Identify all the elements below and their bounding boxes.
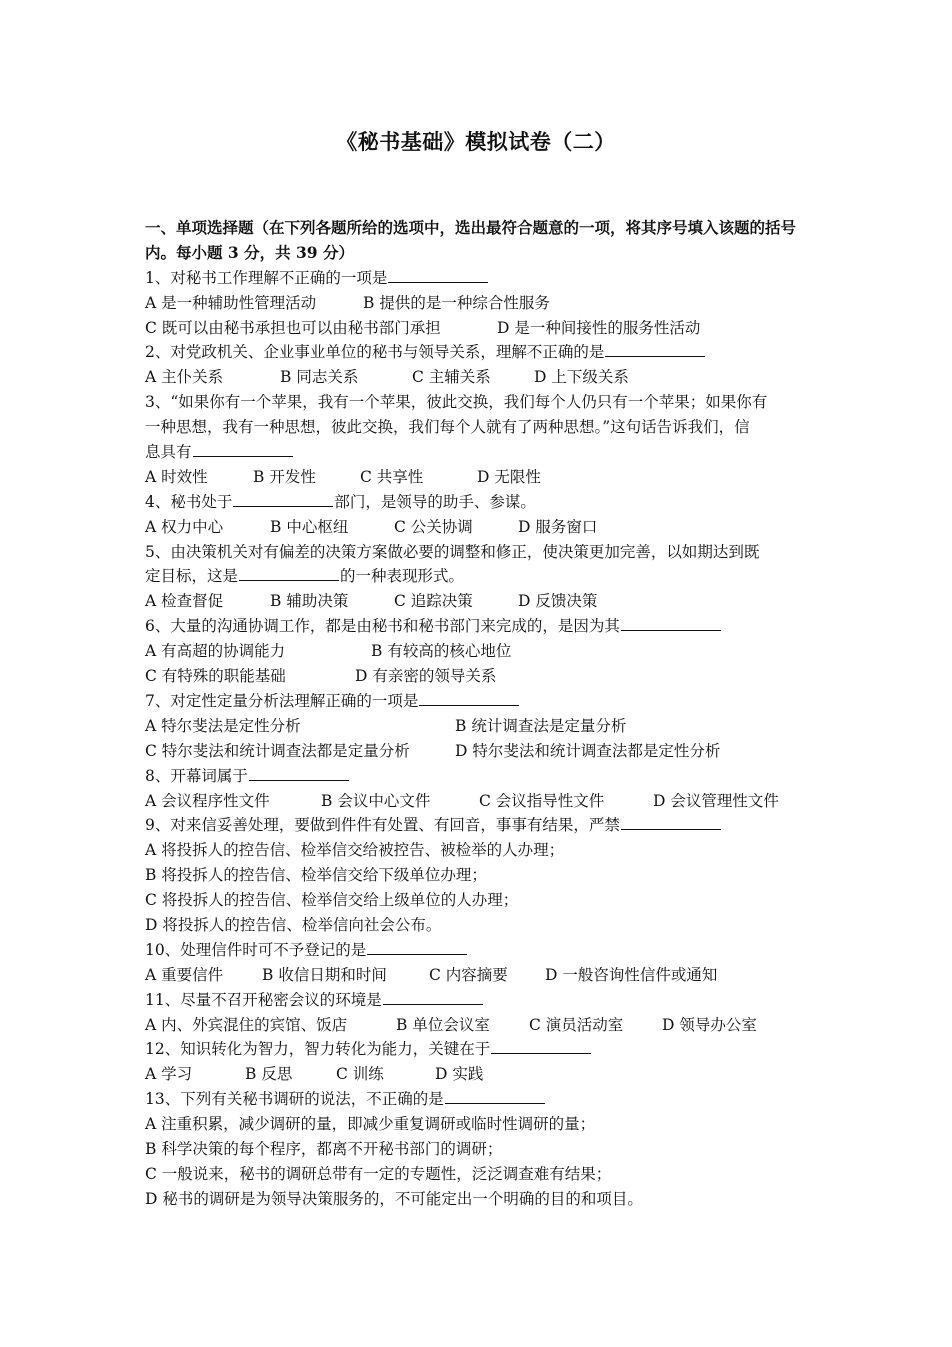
question-stem-tail: 部门，是领导的助手、参谋。: [334, 492, 536, 511]
question-12: [145, 1037, 817, 1062]
option-d: D 特尔斐法和统计调查法都是定性分析: [455, 741, 721, 760]
question-3-line2: 一种思想，我有一种思想，彼此交换，我们每个人就有了两种思想。”这句话告诉我们，信: [145, 418, 750, 437]
answer-blank: [383, 990, 483, 1005]
answer-blank: [445, 1089, 545, 1104]
question-10-options: [145, 963, 817, 988]
option-a: A 检查督促: [145, 592, 224, 611]
question-11: [145, 988, 817, 1013]
exam-content: [145, 216, 817, 1212]
option-b: B 反思: [245, 1065, 293, 1084]
question-3-options: [145, 465, 817, 490]
option-a: A 有高超的协调能力: [145, 642, 286, 661]
option-a: A 会议程序性文件: [145, 791, 270, 810]
question-13-option-b: B 科学决策的每个程序，都离不开秘书部门的调研；: [145, 1139, 503, 1158]
option-a: A 学习: [145, 1065, 193, 1084]
option-c: C 共享性: [360, 467, 424, 486]
answer-blank: [249, 766, 349, 781]
exam-title: 《秘书基础》模拟试卷（二）: [336, 129, 616, 154]
option-b: B 提供的是一种综合性服务: [363, 293, 550, 312]
option-c: C 有特殊的职能基础: [145, 667, 286, 686]
option-d: D 有亲密的领导关系: [355, 667, 497, 686]
option-a: A 内、外宾混住的宾馆、饭店: [145, 1015, 348, 1034]
question-7-options-row1: [145, 714, 817, 739]
question-6-options-row1: [145, 639, 817, 664]
option-b: B 有较高的核心地位: [371, 642, 512, 661]
answer-blank: [233, 492, 333, 507]
question-3-line3: [145, 440, 817, 465]
question-3-line1: 3、“如果你有一个苹果，我有一个苹果，彼此交换，我们每个人仍只有一个苹果；如果你有: [145, 393, 768, 412]
option-d: D 上下级关系: [534, 368, 629, 387]
option-c: C 公关协调: [394, 517, 473, 536]
option-d: D 实践: [435, 1065, 484, 1084]
option-c: C 演员活动室: [529, 1015, 624, 1034]
question-13: [145, 1087, 817, 1112]
question-13-option-c: C 一般说来，秘书的调研总带有一定的专题性，泛泛调查难有结果；: [145, 1164, 612, 1183]
question-11-options: [145, 1013, 817, 1038]
answer-blank: [621, 616, 721, 631]
option-a: A 是一种辅助性管理活动: [145, 293, 317, 312]
question-9-option-c: C 将投拆人的控告信、检举信交给上级单位的人办理；: [145, 891, 519, 910]
question-12-options: [145, 1062, 817, 1087]
section-heading: 一、单项选择题（在下列各题所给的选项中，选出最符合题意的一项，将其序号填入该题的括号内。每小题 3 分，共 39 分）: [145, 218, 797, 262]
option-c: C 追踪决策: [394, 592, 473, 611]
option-d: D 服务窗口: [518, 517, 598, 536]
option-c: C 训练: [336, 1065, 384, 1084]
option-b: B 辅助决策: [270, 592, 349, 611]
question-stem: 9、对来信妥善处理，要做到件件有处置、有回音，事事有结果，严禁: [145, 816, 620, 835]
question-5-options: [145, 589, 817, 614]
option-d: D 是一种间接性的服务性活动: [497, 318, 701, 337]
question-9: [145, 813, 817, 838]
option-d: D 领导办公室: [662, 1015, 757, 1034]
question-stem: 6、大量的沟通协调工作，都是由秘书和秘书部门来完成的，是因为其: [145, 617, 620, 636]
question-8-options: [145, 789, 817, 814]
question-9-option-d: D 将投拆人的控告信、检举信向社会公布。: [145, 915, 442, 934]
option-a: A 特尔斐法是定性分析: [145, 716, 301, 735]
option-a: A 重要信件: [145, 965, 224, 984]
question-stem-tail: 的一种表现形式。: [340, 567, 465, 586]
question-4: [145, 490, 817, 515]
option-c: C 主辅关系: [412, 368, 491, 387]
answer-blank: [367, 940, 467, 955]
option-d: D 会议管理性文件: [653, 791, 779, 810]
option-b: B 同志关系: [280, 368, 359, 387]
option-c: C 内容摘要: [429, 965, 508, 984]
question-8: [145, 764, 817, 789]
answer-blank: [193, 442, 293, 457]
option-b: B 收信日期和时间: [262, 965, 387, 984]
question-13-option-d: D 秘书的调研是为领导决策服务的，不可能定出一个明确的目的和项目。: [145, 1189, 643, 1208]
question-10: [145, 938, 817, 963]
question-stem: 10、处理信件时可不予登记的是: [145, 940, 367, 959]
option-c: C 特尔斐法和统计调查法都是定量分析: [145, 741, 410, 760]
option-d: D 无限性: [477, 467, 541, 486]
question-stem: 8、开幕词属于: [145, 766, 248, 785]
option-b: B 开发性: [253, 467, 316, 486]
answer-blank: [239, 566, 339, 581]
option-d: D 一般咨询性信件或通知: [545, 965, 718, 984]
question-stem: 4、秘书处于: [145, 492, 233, 511]
option-b: B 会议中心文件: [321, 791, 431, 810]
question-9-option-a: A 将投拆人的控告信、检举信交给被控告、被检举的人办理；: [145, 841, 565, 860]
question-9-option-b: B 将投拆人的控告信、检举信交给下级单位办理；: [145, 866, 487, 885]
answer-blank: [491, 1039, 591, 1054]
option-b: B 统计调查法是定量分析: [455, 716, 627, 735]
question-6-options-row2: [145, 664, 817, 689]
question-1: [145, 266, 817, 291]
option-a: A 主仆关系: [145, 368, 224, 387]
question-stem: 12、知识转化为智力，智力转化为能力，关键在于: [145, 1040, 491, 1059]
question-13-option-a: A 注重积累，减少调研的量，即减少重复调研或临时性调研的量；: [145, 1115, 596, 1134]
question-stem: 1、对秘书工作理解不正确的一项是: [145, 268, 388, 287]
answer-blank: [621, 815, 721, 830]
question-stem: 13、下列有关秘书调研的说法，不正确的是: [145, 1090, 444, 1109]
option-c: C 既可以由秘书承担也可以由秘书部门承担: [145, 318, 441, 337]
question-7-options-row2: [145, 739, 817, 764]
question-5-line2: [145, 564, 817, 589]
question-2: [145, 340, 817, 365]
question-stem: 定目标，这是: [145, 567, 239, 586]
question-stem: 7、对定性定量分析法理解正确的一项是: [145, 691, 419, 710]
option-b: B 中心枢纽: [270, 517, 349, 536]
option-a: A 权力中心: [145, 517, 224, 536]
answer-blank: [388, 268, 488, 283]
option-a: A 时效性: [145, 467, 208, 486]
question-stem: 息具有: [145, 443, 192, 462]
answer-blank: [605, 342, 705, 357]
question-5-line1: 5、由决策机关对有偏差的决策方案做必要的调整和修正，使决策更加完善，以如期达到既: [145, 542, 760, 561]
question-1-options-row2: [145, 316, 817, 341]
option-b: B 单位会议室: [396, 1015, 490, 1034]
question-1-options-row1: [145, 291, 817, 316]
question-stem: 2、对党政机关、企业事业单位的秘书与领导关系，理解不正确的是: [145, 343, 605, 362]
question-stem: 11、尽量不召开秘密会议的环境是: [145, 990, 382, 1009]
option-d: D 反馈决策: [518, 592, 598, 611]
answer-blank: [419, 691, 519, 706]
question-4-options: [145, 515, 817, 540]
option-c: C 会议指导性文件: [479, 791, 605, 810]
question-2-options: [145, 365, 817, 390]
question-6: [145, 614, 817, 639]
question-7: [145, 689, 817, 714]
